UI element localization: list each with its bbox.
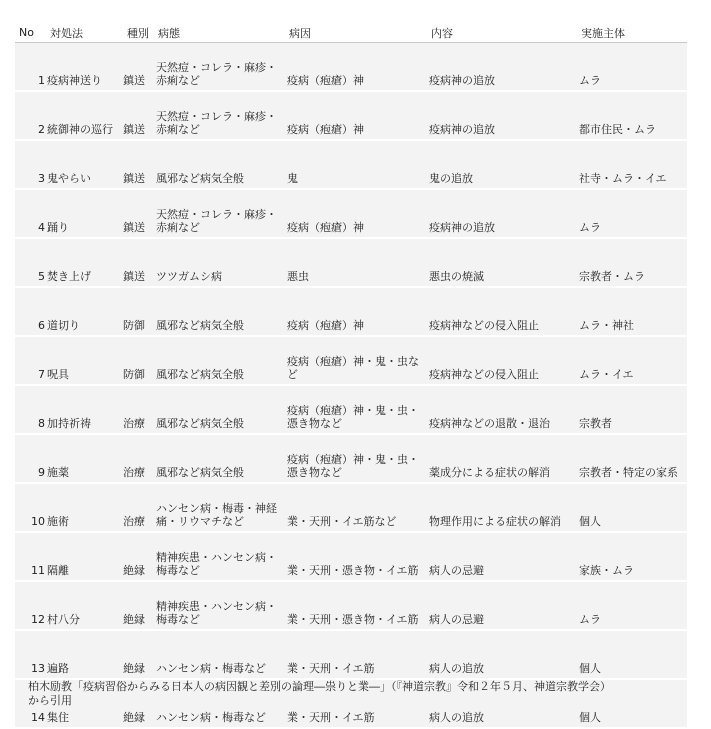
cell-no: 4 [15,189,46,238]
cell-content: 疫病神などの退散・退治 [427,385,577,434]
cell-condition: ハンセン病・梅毒など [154,630,285,679]
cell-type: 絶縁 [123,630,154,679]
header-method: 対処法 [46,23,123,43]
table-row [15,483,687,532]
cell-method: 遍路 [46,630,123,679]
cell-cause: 疫病（疱瘡）神 [285,287,427,336]
cell-actor: 個人 [577,679,687,728]
cell-method: 踊り [46,189,123,238]
cell-condition: 風邪など病気全般 [154,434,285,483]
cell-no: 14 [15,679,46,728]
cell-actor: ムラ [577,581,687,630]
cell-actor: 社寺・ムラ・イエ [577,140,687,189]
cell-actor: 都市住民・ムラ [577,91,687,140]
cell-type: 絶縁 [123,679,154,728]
cell-cause: 業・天刑・イエ筋など [285,483,427,532]
cell-content: 悪虫の焼滅 [427,238,577,287]
cell-method: 隔離 [46,532,123,581]
cell-cause: 疫病（疱瘡）神・鬼・虫・憑き物など [285,385,427,434]
cell-no: 2 [15,91,46,140]
table-row [15,581,687,630]
cell-method: 呪具 [46,336,123,385]
cell-no: 9 [15,434,46,483]
cell-cause: 鬼 [285,140,427,189]
cell-content: 疫病神の追放 [427,189,577,238]
table-row [15,336,687,385]
cell-actor: 宗教者・ムラ [577,238,687,287]
cell-actor: ムラ・神社 [577,287,687,336]
cell-actor: 宗教者・特定の家系 [577,434,687,483]
cell-condition: 風邪など病気全般 [154,336,285,385]
header-content: 内容 [427,23,577,43]
cell-type: 治療 [123,434,154,483]
cell-method: 道切り [46,287,123,336]
cell-type: 鎮送 [123,238,154,287]
disease-countermeasures-table [15,23,687,729]
cell-cause: 疫病（疱瘡）神 [285,189,427,238]
citation-line-1: 柏木励教「疫病習俗からみる日本人の病因観と差別の論理―祟りと業―」（『神道宗教』令和２年５月、神道宗教学会） [28,680,611,693]
cell-actor: ムラ・イエ [577,336,687,385]
cell-no: 10 [15,483,46,532]
table-row [15,189,687,238]
header-actor: 実施主体 [577,23,687,43]
cell-condition: 精神疾患・ハンセン病・梅毒など [154,581,285,630]
cell-cause: 疫病（疱瘡）神・鬼・虫・憑き物など [285,434,427,483]
table-row [15,140,687,189]
cell-condition: 天然痘・コレラ・麻疹・赤痢など [154,189,285,238]
cell-condition: 天然痘・コレラ・麻疹・赤痢など [154,43,285,92]
table-row [15,238,687,287]
cell-method: 焚き上げ [46,238,123,287]
cell-type: 鎮送 [123,91,154,140]
cell-type: 鎮送 [123,140,154,189]
cell-content: 疫病神の追放 [427,91,577,140]
header-no: No [15,23,46,43]
cell-method: 鬼やらい [46,140,123,189]
cell-cause: 業・天刑・イエ筋 [285,679,427,728]
cell-condition: ハンセン病・梅毒・神経痛・リウマチなど [154,483,285,532]
cell-no: 1 [15,43,46,92]
table-row [15,532,687,581]
cell-content: 薬成分による症状の解消 [427,434,577,483]
table-body [15,43,687,729]
cell-method: 加持祈祷 [46,385,123,434]
cell-cause: 悪虫 [285,238,427,287]
cell-content: 物理作用による症状の解消 [427,483,577,532]
citation [28,680,700,708]
table-row [15,434,687,483]
cell-actor: 個人 [577,483,687,532]
header-cause: 病因 [285,23,427,43]
cell-no: 11 [15,532,46,581]
header-row [15,23,687,43]
cell-method: 集住 [46,679,123,728]
cell-no: 5 [15,238,46,287]
citation-line-2: から引用 [28,694,72,707]
cell-no: 7 [15,336,46,385]
table-row [15,91,687,140]
cell-content: 病人の追放 [427,630,577,679]
table-row [15,630,687,679]
cell-condition: 天然痘・コレラ・麻疹・赤痢など [154,91,285,140]
cell-condition: 精神疾患・ハンセン病・梅毒など [154,532,285,581]
cell-type: 絶縁 [123,581,154,630]
cell-cause: 業・天刑・イエ筋 [285,630,427,679]
cell-content: 疫病神などの侵入阻止 [427,287,577,336]
cell-no: 8 [15,385,46,434]
cell-cause: 業・天刑・憑き物・イエ筋 [285,581,427,630]
cell-no: 13 [15,630,46,679]
cell-content: 疫病神などの侵入阻止 [427,336,577,385]
cell-method: 施薬 [46,434,123,483]
cell-content: 鬼の追放 [427,140,577,189]
cell-type: 治療 [123,385,154,434]
cell-method: 施術 [46,483,123,532]
cell-method: 村八分 [46,581,123,630]
cell-no: 3 [15,140,46,189]
header-type: 種別 [123,23,154,43]
cell-content: 病人の忌避 [427,581,577,630]
cell-type: 防御 [123,287,154,336]
cell-actor: 家族・ムラ [577,532,687,581]
cell-cause: 疫病（疱瘡）神・鬼・虫など [285,336,427,385]
table-header [15,23,687,43]
cell-actor: 個人 [577,630,687,679]
cell-type: 鎮送 [123,189,154,238]
cell-condition: ツツガムシ病 [154,238,285,287]
cell-cause: 疫病（疱瘡）神 [285,43,427,92]
cell-cause: 疫病（疱瘡）神 [285,91,427,140]
cell-condition: ハンセン病・梅毒など [154,679,285,728]
table-row [15,43,687,92]
table-row [15,287,687,336]
cell-condition: 風邪など病気全般 [154,385,285,434]
cell-condition: 風邪など病気全般 [154,287,285,336]
disease-countermeasures-table-container [15,23,687,729]
cell-actor: ムラ [577,189,687,238]
cell-method: 統御神の巡行 [46,91,123,140]
cell-no: 12 [15,581,46,630]
cell-type: 絶縁 [123,532,154,581]
cell-actor: ムラ [577,43,687,92]
table-row [15,385,687,434]
cell-type: 鎮送 [123,43,154,92]
cell-method: 疫病神送り [46,43,123,92]
cell-type: 治療 [123,483,154,532]
cell-content: 疫病神の追放 [427,43,577,92]
cell-actor: 宗教者 [577,385,687,434]
cell-content: 病人の忌避 [427,532,577,581]
cell-type: 防御 [123,336,154,385]
header-condition: 病態 [154,23,285,43]
cell-no: 6 [15,287,46,336]
cell-cause: 業・天刑・憑き物・イエ筋 [285,532,427,581]
cell-content: 病人の追放 [427,679,577,728]
cell-condition: 風邪など病気全般 [154,140,285,189]
